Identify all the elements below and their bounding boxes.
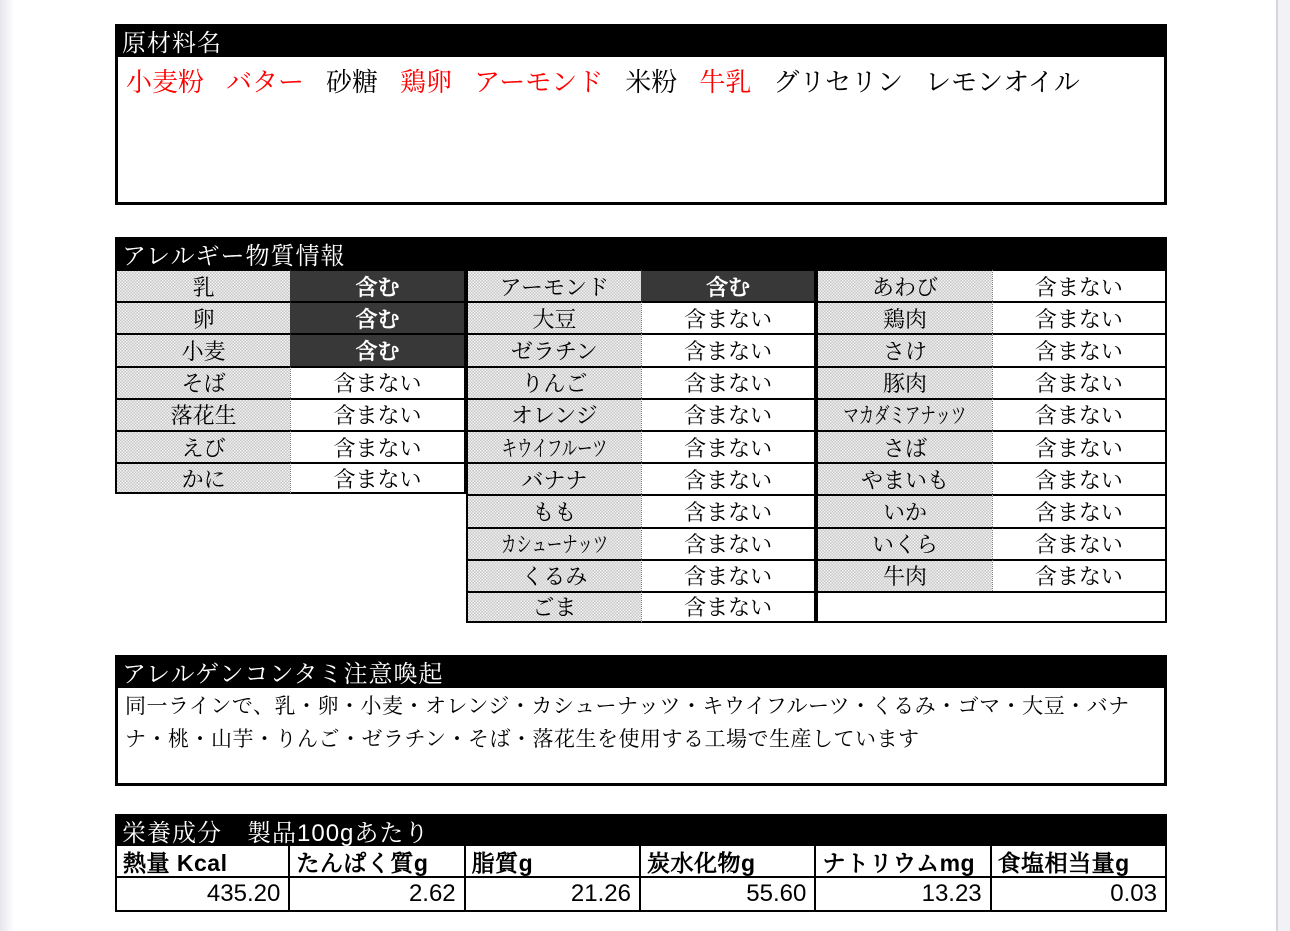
ingredient-item: レモンオイル xyxy=(925,67,1080,97)
allergen-status-cell: 含まない xyxy=(992,269,1167,301)
allergen-status-cell: 含まない xyxy=(641,398,816,430)
nutrition-value: 2.62 xyxy=(290,878,465,912)
allergen-name-cell xyxy=(816,398,991,430)
allergen-status-cell: 含む xyxy=(290,301,465,333)
nutrition-value: 435.20 xyxy=(115,878,290,912)
allergen-name-cell xyxy=(816,430,991,462)
allergen-status-cell: 含まない xyxy=(992,398,1167,430)
nutrition-section-title: 栄養成分 製品100gあたり xyxy=(115,814,1167,846)
allergen-name-label: 卵 xyxy=(192,306,215,332)
allergen-status-cell: 含まない xyxy=(641,462,816,494)
allergen-name-label: 鶏肉 xyxy=(882,306,927,332)
page-edge-right xyxy=(1276,0,1290,931)
empty-space xyxy=(115,527,290,559)
allergen-name-cell xyxy=(115,366,290,398)
ingredient-item: アーモンド xyxy=(474,67,604,97)
allergen-name-cell xyxy=(466,366,641,398)
allergen-name-label: りんご xyxy=(521,371,588,397)
ingredient-item: 小麦粉 xyxy=(126,67,205,97)
empty-space xyxy=(115,591,290,623)
allergen-status-cell: 含まない xyxy=(641,366,816,398)
allergen-name-cell xyxy=(115,301,290,333)
nutrition-value: 0.03 xyxy=(992,878,1167,912)
allergen-name-cell xyxy=(466,591,641,623)
allergen-name-cell xyxy=(816,462,991,494)
empty-space xyxy=(290,527,465,559)
ingredient-item: 砂糖 xyxy=(326,67,379,97)
ingredient-item: グリセリン xyxy=(773,67,904,97)
ingredients-section-title: 原材料名 xyxy=(115,24,1167,57)
allergen-name-label: 大豆 xyxy=(532,306,577,332)
allergen-empty-cell xyxy=(816,591,1167,623)
nutrition-table xyxy=(115,846,1167,912)
allergen-name-cell xyxy=(816,366,991,398)
allergen-name-label: いくら xyxy=(871,532,938,558)
allergen-name-cell xyxy=(115,462,290,494)
allergen-name-cell xyxy=(115,269,290,301)
allergen-name-cell xyxy=(466,527,641,559)
nutrition-value: 21.26 xyxy=(466,878,641,912)
nutrition-column-header: 脂質g xyxy=(466,846,641,878)
allergen-name-cell xyxy=(816,494,991,526)
allergen-name-cell xyxy=(115,333,290,365)
allergen-name-label: さけ xyxy=(882,338,927,364)
allergen-status-cell: 含まない xyxy=(992,301,1167,333)
nutrition-value: 13.23 xyxy=(816,878,991,912)
allergen-status-cell: 含まない xyxy=(641,301,816,333)
allergen-status-cell: 含まない xyxy=(641,591,816,623)
allergen-status-cell: 含まない xyxy=(992,366,1167,398)
allergen-name-cell xyxy=(466,494,641,526)
allergen-name-label: ごま xyxy=(532,595,577,621)
allergen-status-cell: 含まない xyxy=(992,333,1167,365)
allergen-name-label: いか xyxy=(882,499,927,525)
allergen-status-cell: 含む xyxy=(290,269,465,301)
allergen-status-cell: 含まない xyxy=(290,430,465,462)
empty-space xyxy=(290,591,465,623)
allergen-status-cell: 含まない xyxy=(992,559,1167,591)
contamination-section-title: アレルゲンコンタミ注意喚起 xyxy=(115,655,1167,688)
allergen-status-cell: 含まない xyxy=(641,430,816,462)
allergen-name-label: えび xyxy=(181,435,226,461)
ingredient-item: 鶏卵 xyxy=(400,67,453,97)
allergen-name-label: アーモンド xyxy=(499,274,609,300)
empty-space xyxy=(115,559,290,591)
ingredient-item: バター xyxy=(226,67,305,97)
allergen-status-cell: 含まない xyxy=(992,462,1167,494)
allergen-table xyxy=(115,269,1167,623)
allergen-status-cell: 含まない xyxy=(992,494,1167,526)
ingredient-item: 牛乳 xyxy=(699,67,752,97)
page-edge-left xyxy=(0,0,14,931)
allergen-status-cell: 含まない xyxy=(641,559,816,591)
allergen-name-label: かに xyxy=(181,466,226,492)
allergen-name-cell xyxy=(466,333,641,365)
allergen-name-label: オレンジ xyxy=(510,403,598,429)
allergen-name-cell xyxy=(115,430,290,462)
contamination-warning-text: 同一ラインで、乳・卵・小麦・オレンジ・カシューナッツ・キウイフルーツ・くるみ・ゴマ・大豆・バナナ・桃・山芋・りんご・ゼラチン・そば・落花生を使用する工場で生産しています xyxy=(115,688,1167,786)
allergen-name-cell xyxy=(466,398,641,430)
allergen-name-label: 豚肉 xyxy=(882,371,927,397)
allergen-name-cell xyxy=(816,559,991,591)
empty-space xyxy=(290,559,465,591)
allergen-status-cell: 含まない xyxy=(290,398,465,430)
allergen-name-label: ゼラチン xyxy=(510,338,598,364)
allergen-name-cell xyxy=(466,430,641,462)
allergen-name-cell xyxy=(816,269,991,301)
allergen-name-label: 小麦 xyxy=(181,338,226,364)
allergen-name-cell xyxy=(816,527,991,559)
nutrition-column-header: たんぱく質g xyxy=(290,846,465,878)
allergen-status-cell: 含まない xyxy=(992,430,1167,462)
allergen-section-title: アレルギー物質情報 xyxy=(115,237,1167,269)
allergen-status-cell: 含まない xyxy=(641,333,816,365)
allergen-name-cell xyxy=(816,301,991,333)
nutrition-column-header: 食塩相当量g xyxy=(992,846,1167,878)
allergen-name-label: もも xyxy=(532,499,577,525)
allergen-name-label: 牛肉 xyxy=(882,564,927,590)
allergen-status-cell: 含まない xyxy=(290,366,465,398)
nutrition-column-header: 炭水化物g xyxy=(641,846,816,878)
allergen-status-cell: 含まない xyxy=(641,494,816,526)
allergen-name-label: くるみ xyxy=(521,564,588,590)
allergen-status-cell: 含む xyxy=(290,333,465,365)
nutrition-value: 55.60 xyxy=(641,878,816,912)
nutrition-column-header: 熱量 Kcal xyxy=(115,846,290,878)
empty-space xyxy=(290,494,465,526)
allergen-name-cell xyxy=(466,462,641,494)
allergen-status-cell: 含まない xyxy=(290,462,465,494)
allergen-name-label: キウイフルーツ xyxy=(501,435,608,461)
allergen-name-label: 乳 xyxy=(192,274,215,300)
nutrition-column-header: ナトリウムmg xyxy=(816,846,991,878)
allergen-name-label: マカダミアナッツ xyxy=(843,403,967,429)
allergen-name-cell xyxy=(466,559,641,591)
allergen-name-label: 落花生 xyxy=(170,403,237,429)
allergen-name-label: あわび xyxy=(871,274,938,300)
allergen-name-cell xyxy=(466,301,641,333)
allergen-status-cell: 含まない xyxy=(992,527,1167,559)
allergen-name-cell xyxy=(115,398,290,430)
allergen-status-cell: 含まない xyxy=(641,527,816,559)
empty-space xyxy=(115,494,290,526)
allergen-name-label: カシューナッツ xyxy=(500,532,608,558)
allergen-name-label: バナナ xyxy=(521,467,588,493)
ingredient-item: 米粉 xyxy=(625,67,678,97)
allergen-name-cell xyxy=(466,269,641,301)
allergen-status-cell: 含む xyxy=(641,269,816,301)
allergen-name-label: やまいも xyxy=(860,467,949,493)
allergen-name-cell xyxy=(816,333,991,365)
allergen-name-label: さば xyxy=(882,435,927,461)
allergen-name-label: そば xyxy=(181,371,226,397)
ingredients-list-box xyxy=(115,57,1167,205)
